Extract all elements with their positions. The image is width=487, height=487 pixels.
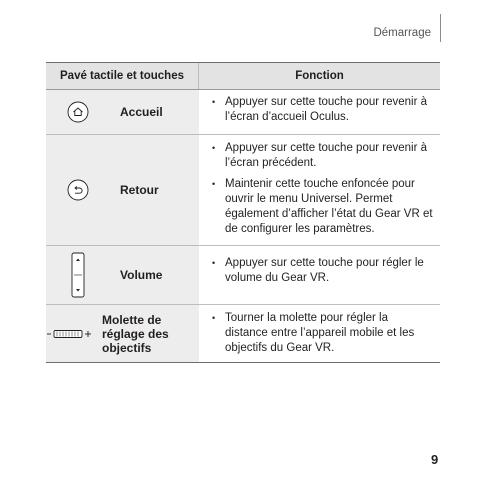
row-function-cell bbox=[199, 246, 440, 304]
page-section-title: Démarrage bbox=[373, 27, 431, 39]
table-row bbox=[46, 90, 440, 135]
row-key-cell bbox=[46, 90, 199, 134]
key-label: Molette de réglage des objectifs bbox=[102, 312, 169, 355]
page-number: 9 bbox=[431, 452, 439, 467]
key-label: Retour bbox=[120, 183, 159, 197]
function-bullet: • Tourner la molette pour régler la distance entre l’appareil mobile et les objectifs du Gear VR. bbox=[212, 312, 415, 354]
table-row bbox=[46, 135, 440, 246]
function-bullet: • Maintenir cette touche enfoncée pour ouvrir le menu Universel. Permet également d’afficher l’état du Gear VR et de configurer les paramètres. bbox=[212, 178, 433, 235]
key-label: Volume bbox=[120, 268, 163, 282]
row-key-cell bbox=[46, 305, 199, 362]
header-divider bbox=[440, 14, 441, 42]
controls-table bbox=[46, 62, 440, 363]
function-bullet: • Appuyer sur cette touche pour revenir à l’écran d’accueil Oculus. bbox=[212, 96, 428, 123]
row-key-cell bbox=[46, 135, 199, 245]
back-icon bbox=[67, 179, 89, 201]
row-function-cell bbox=[199, 305, 440, 362]
function-bullet: • Appuyer sur cette touche pour régler le volume du Gear VR. bbox=[212, 257, 424, 284]
volume-key-icon bbox=[71, 252, 85, 298]
row-key-cell bbox=[46, 246, 199, 304]
row-function-cell bbox=[199, 90, 440, 134]
key-label: Accueil bbox=[120, 105, 163, 119]
column-header-function: Fonction bbox=[295, 70, 344, 82]
table-header bbox=[46, 62, 440, 90]
table-row bbox=[46, 246, 440, 305]
function-bullet: • Appuyer sur cette touche pour revenir à l’écran précédent. bbox=[212, 142, 428, 169]
table-row bbox=[46, 305, 440, 363]
home-icon bbox=[67, 101, 89, 123]
row-function-cell bbox=[199, 135, 440, 245]
column-header-controls: Pavé tactile et touches bbox=[46, 63, 199, 89]
focus-wheel-icon bbox=[46, 328, 92, 340]
